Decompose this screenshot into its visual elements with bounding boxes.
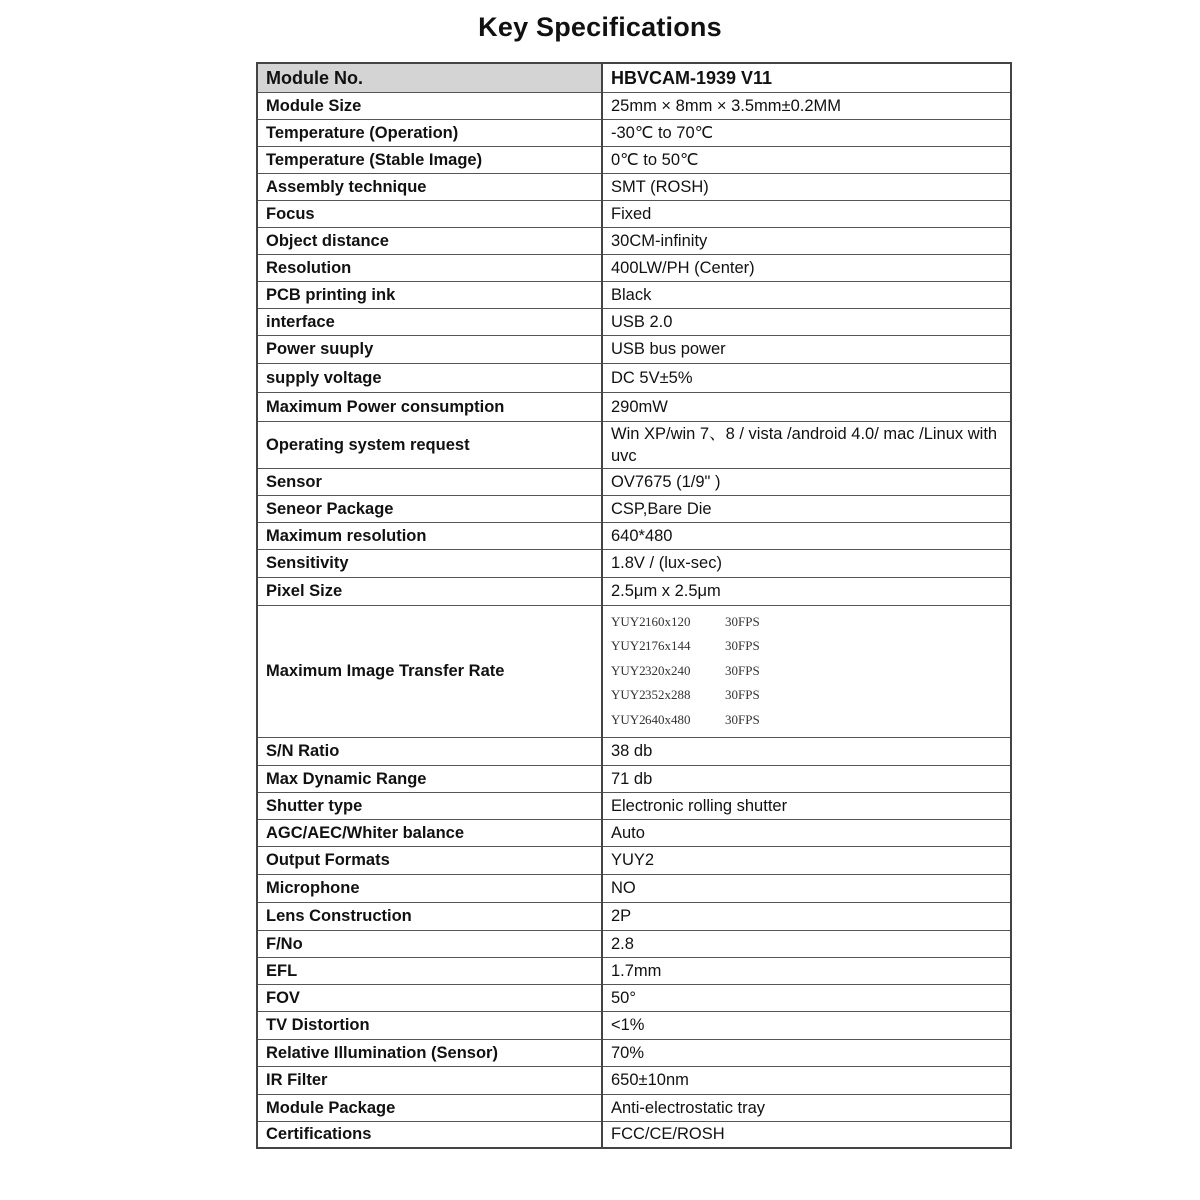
spec-value: Electronic rolling shutter <box>602 792 1011 819</box>
spec-key: TV Distortion <box>257 1011 602 1039</box>
table-row <box>257 92 1011 119</box>
table-row <box>257 819 1011 846</box>
rate-format: YUY2 <box>611 613 646 629</box>
table-row <box>257 984 1011 1011</box>
rate-resolution: 352x288 <box>645 687 691 703</box>
spec-key: Certifications <box>257 1121 602 1148</box>
spec-value: USB 2.0 <box>602 308 1011 335</box>
spec-key: Temperature (Operation) <box>257 119 602 146</box>
rate-format: YUY2 <box>611 638 646 654</box>
spec-key: Pixel Size <box>257 577 602 605</box>
spec-key: Max Dynamic Range <box>257 765 602 792</box>
spec-key: Maximum resolution <box>257 522 602 549</box>
table-row <box>257 495 1011 522</box>
spec-value: 2.5μm x 2.5μm <box>602 577 1011 605</box>
spec-key: Module Package <box>257 1094 602 1121</box>
table-row <box>257 1039 1011 1066</box>
spec-key: Temperature (Stable Image) <box>257 146 602 173</box>
table-row <box>257 874 1011 902</box>
table-row <box>257 737 1011 765</box>
table-row <box>257 119 1011 146</box>
transfer-rate-line <box>611 708 1010 733</box>
spec-value: CSP,Bare Die <box>602 495 1011 522</box>
table-row <box>257 173 1011 200</box>
spec-value: <1% <box>602 1011 1011 1039</box>
spec-key: PCB printing ink <box>257 281 602 308</box>
transfer-rate-line <box>611 634 1010 659</box>
spec-value: 640*480 <box>602 522 1011 549</box>
table-row <box>257 792 1011 819</box>
table-row <box>257 577 1011 605</box>
spec-key: Sensor <box>257 468 602 495</box>
spec-value: NO <box>602 874 1011 902</box>
table-row <box>257 468 1011 495</box>
spec-table <box>256 62 1012 1149</box>
spec-value: Black <box>602 281 1011 308</box>
table-row <box>257 146 1011 173</box>
spec-value: 30CM-infinity <box>602 227 1011 254</box>
table-row <box>257 930 1011 957</box>
spec-value: OV7675 (1/9" ) <box>602 468 1011 495</box>
table-row <box>257 1011 1011 1039</box>
table-row <box>257 957 1011 984</box>
rate-resolution: 640x480 <box>645 711 691 727</box>
spec-key: Object distance <box>257 227 602 254</box>
rate-fps: 30FPS <box>725 687 760 703</box>
spec-value: 71 db <box>602 765 1011 792</box>
spec-key: AGC/AEC/Whiter balance <box>257 819 602 846</box>
table-row <box>257 549 1011 577</box>
transfer-rate-list <box>611 606 1010 737</box>
spec-value: 2P <box>602 902 1011 930</box>
table-row <box>257 335 1011 363</box>
transfer-rate-line <box>611 683 1010 708</box>
transfer-rate-cell <box>602 605 1011 737</box>
transfer-rate-line <box>611 659 1010 684</box>
spec-key: IR Filter <box>257 1066 602 1094</box>
spec-value: 1.7mm <box>602 957 1011 984</box>
spec-key: F/No <box>257 930 602 957</box>
spec-key: Seneor Package <box>257 495 602 522</box>
table-row <box>257 227 1011 254</box>
rate-format: YUY2 <box>611 662 646 678</box>
table-row <box>257 522 1011 549</box>
spec-key: Assembly technique <box>257 173 602 200</box>
spec-key: FOV <box>257 984 602 1011</box>
table-row <box>257 1066 1011 1094</box>
spec-value: Fixed <box>602 200 1011 227</box>
table-row <box>257 281 1011 308</box>
spec-key: Lens Construction <box>257 902 602 930</box>
rate-resolution: 176x144 <box>645 638 691 654</box>
spec-value: 2.8 <box>602 930 1011 957</box>
spec-value: -30℃ to 70℃ <box>602 119 1011 146</box>
spec-value: 1.8V / (lux-sec) <box>602 549 1011 577</box>
spec-key: interface <box>257 308 602 335</box>
rate-fps: 30FPS <box>725 711 760 727</box>
spec-value: 400LW/PH (Center) <box>602 254 1011 281</box>
spec-value: 50° <box>602 984 1011 1011</box>
spec-key: EFL <box>257 957 602 984</box>
spec-value: HBVCAM-1939 V11 <box>602 63 1011 92</box>
rate-resolution: 160x120 <box>645 613 691 629</box>
table-row <box>257 1121 1011 1148</box>
spec-key: Sensitivity <box>257 549 602 577</box>
table-row <box>257 200 1011 227</box>
spec-value: 70% <box>602 1039 1011 1066</box>
spec-key: Maximum Image Transfer Rate <box>257 605 602 737</box>
rate-format: YUY2 <box>611 687 646 703</box>
spec-value: 38 db <box>602 737 1011 765</box>
spec-key: Operating system request <box>257 421 602 468</box>
spec-key: supply voltage <box>257 363 602 392</box>
spec-value: Win XP/win 7、8 / vista /android 4.0/ mac /Linux with uvc <box>602 421 1011 468</box>
spec-key: Focus <box>257 200 602 227</box>
spec-value: DC 5V±5% <box>602 363 1011 392</box>
spec-key: Module No. <box>257 63 602 92</box>
spec-key: Microphone <box>257 874 602 902</box>
table-row <box>257 421 1011 468</box>
spec-key: S/N Ratio <box>257 737 602 765</box>
spec-key: Maximum Power consumption <box>257 392 602 421</box>
table-row <box>257 902 1011 930</box>
spec-key: Resolution <box>257 254 602 281</box>
page-title: Key Specifications <box>478 12 722 42</box>
rate-format: YUY2 <box>611 711 646 727</box>
spec-value: SMT (ROSH) <box>602 173 1011 200</box>
table-header-row <box>257 63 1011 92</box>
spec-key: Relative Illumination (Sensor) <box>257 1039 602 1066</box>
table-row <box>257 765 1011 792</box>
table-row <box>257 392 1011 421</box>
spec-value: 290mW <box>602 392 1011 421</box>
spec-value: Anti-electrostatic tray <box>602 1094 1011 1121</box>
spec-key: Shutter type <box>257 792 602 819</box>
table-row <box>257 254 1011 281</box>
spec-value: FCC/CE/ROSH <box>602 1121 1011 1148</box>
spec-value: USB bus power <box>602 335 1011 363</box>
rate-fps: 30FPS <box>725 662 760 678</box>
spec-value: YUY2 <box>602 846 1011 874</box>
table-row <box>257 308 1011 335</box>
table-row <box>257 1094 1011 1121</box>
table-row <box>257 363 1011 392</box>
table-row-transfer-rate <box>257 605 1011 737</box>
spec-value: Auto <box>602 819 1011 846</box>
spec-value: 25mm × 8mm × 3.5mm±0.2MM <box>602 92 1011 119</box>
spec-value: 0℃ to 50℃ <box>602 146 1011 173</box>
rate-fps: 30FPS <box>725 613 760 629</box>
transfer-rate-line <box>611 610 1010 635</box>
rate-fps: 30FPS <box>725 638 760 654</box>
spec-key: Output Formats <box>257 846 602 874</box>
table-row <box>257 846 1011 874</box>
spec-key: Module Size <box>257 92 602 119</box>
spec-value: 650±10nm <box>602 1066 1011 1094</box>
spec-key: Power suuply <box>257 335 602 363</box>
rate-resolution: 320x240 <box>645 662 691 678</box>
